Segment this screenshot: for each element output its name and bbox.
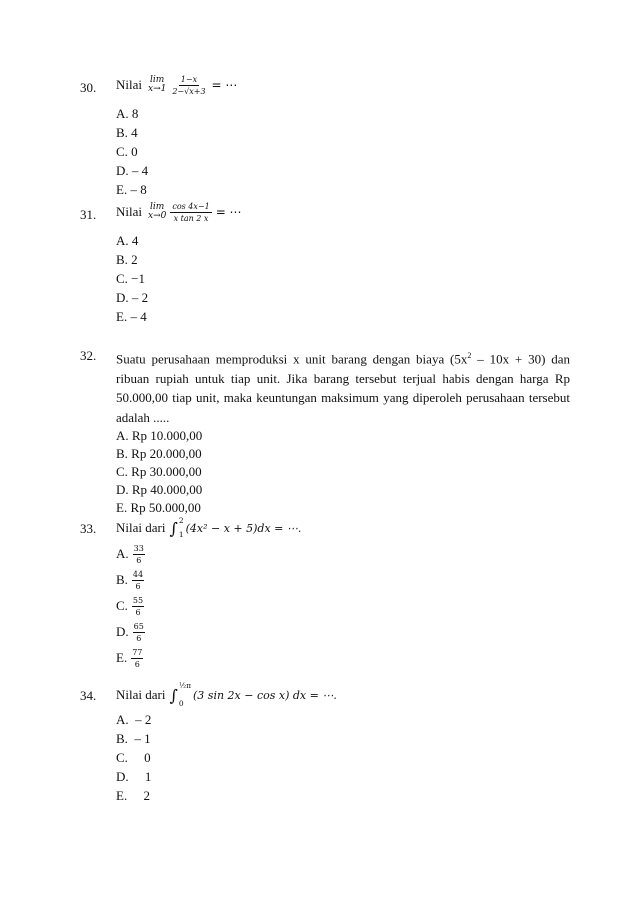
limit-operator — [148, 203, 166, 221]
option-e: E. 2 — [116, 788, 150, 803]
option-c: C. Rp 30.000,00 — [116, 464, 202, 480]
question-32 — [80, 346, 571, 516]
upper-bound: 2 — [178, 516, 184, 525]
option-e: E. – 8 — [116, 182, 147, 197]
question-30 — [80, 74, 570, 197]
question-text — [116, 346, 570, 427]
question-stem — [116, 72, 570, 98]
question-stem — [116, 680, 570, 710]
option-c: C. 0 — [116, 750, 151, 765]
option-denominator: 6 — [135, 581, 141, 591]
exponent: 2 — [467, 351, 472, 360]
option-denominator: 6 — [136, 633, 142, 643]
question-33 — [80, 515, 570, 669]
stem-prefix: Nilai — [116, 77, 142, 92]
option-d — [116, 619, 570, 645]
lower-bound: 1 — [178, 530, 184, 539]
option-numerator: 33 — [133, 543, 144, 553]
question-number: 34. — [80, 688, 97, 703]
question-number: 32. — [80, 348, 97, 363]
stem-prefix: Nilai dari — [116, 687, 166, 702]
option-denominator: 6 — [135, 607, 141, 617]
option-a: A. Rp 10.000,00 — [116, 428, 203, 444]
option-fraction — [133, 622, 145, 643]
option-numerator: 55 — [132, 595, 144, 605]
upper-bound: ½π — [178, 681, 192, 690]
option-a — [116, 541, 570, 567]
option-d: D. 1 — [116, 769, 152, 784]
question-number: 31. — [80, 207, 97, 222]
option-label: C. — [116, 598, 128, 613]
option-a: A. 4 — [116, 233, 139, 248]
integral-sign: ∫ — [169, 685, 178, 705]
option-fraction — [133, 544, 145, 565]
option-fraction — [132, 570, 144, 591]
limit-fraction — [170, 202, 211, 223]
option-fraction — [131, 648, 143, 669]
option-d: D. Rp 40.000,00 — [116, 482, 203, 498]
option-b: B. 2 — [116, 252, 138, 267]
option-d: D. – 4 — [116, 163, 149, 178]
option-d: D. – 2 — [116, 290, 149, 305]
integral-bounds — [179, 517, 184, 539]
question-stem — [116, 515, 570, 541]
option-denominator: 6 — [136, 555, 142, 565]
fraction-denominator: 2−√x+3 — [172, 86, 206, 96]
option-label: B. — [116, 572, 128, 587]
limit-label: lim — [150, 202, 165, 212]
option-c — [116, 593, 570, 619]
option-e: E. – 4 — [116, 309, 147, 324]
fraction-numerator: 1−x — [180, 74, 198, 84]
option-b: B. 4 — [116, 125, 138, 140]
fraction-denominator: x tan 2 x — [173, 213, 209, 223]
limit-approach: x→1 — [148, 84, 167, 94]
limit-label: lim — [150, 75, 165, 85]
option-c: C. −1 — [116, 271, 146, 286]
limit-operator — [148, 76, 166, 94]
option-e — [116, 645, 570, 671]
integrand: (3 sin 2x − cos x) dx = ⋯. — [193, 688, 337, 702]
lower-bound: 0 — [178, 699, 184, 708]
option-e: E. Rp 50.000,00 — [116, 500, 201, 516]
option-label: A. — [116, 546, 129, 561]
equals-ellipsis: = ⋯ — [211, 78, 238, 92]
question-text-part2: – 10x + 30) dan ribuan rupiah untuk tiap unit. Jika barang tersebut terjual habis dengan harga Rp 50.000,00 tiap unit, maka keuntungan maksimum yang diperoleh perusahaan tersebut adalah ..... — [116, 351, 571, 425]
option-a: A. – 2 — [116, 712, 152, 727]
question-stem — [116, 199, 570, 225]
option-label: D. — [116, 624, 129, 639]
question-number: 33. — [80, 521, 97, 536]
option-denominator: 6 — [134, 659, 140, 669]
option-numerator: 77 — [132, 647, 143, 657]
stem-prefix: Nilai — [116, 204, 142, 219]
integrand: (4x² − x + 5)dx = ⋯. — [185, 521, 302, 535]
option-fraction — [132, 596, 144, 617]
option-c: C. 0 — [116, 144, 138, 159]
option-b — [116, 567, 570, 593]
question-31 — [80, 201, 570, 324]
question-number: 30. — [80, 80, 97, 95]
question-34 — [80, 680, 570, 803]
option-numerator: 44 — [132, 569, 144, 579]
option-a: A. 8 — [116, 106, 139, 121]
option-b: B. Rp 20.000,00 — [116, 446, 202, 462]
option-label: E. — [116, 650, 128, 665]
question-text-part1: Suatu perusahaan memproduksi x unit barang dengan biaya (5x — [116, 351, 468, 367]
equals-ellipsis: = ⋯ — [215, 205, 242, 219]
option-b: B. – 1 — [116, 731, 151, 746]
limit-approach: x→0 — [148, 211, 167, 221]
fraction-numerator: cos 4x−1 — [172, 201, 210, 211]
integral-bounds — [179, 682, 191, 708]
stem-prefix: Nilai dari — [116, 520, 166, 535]
limit-fraction — [170, 75, 207, 96]
option-numerator: 65 — [133, 621, 144, 631]
integral-sign: ∫ — [169, 518, 178, 538]
